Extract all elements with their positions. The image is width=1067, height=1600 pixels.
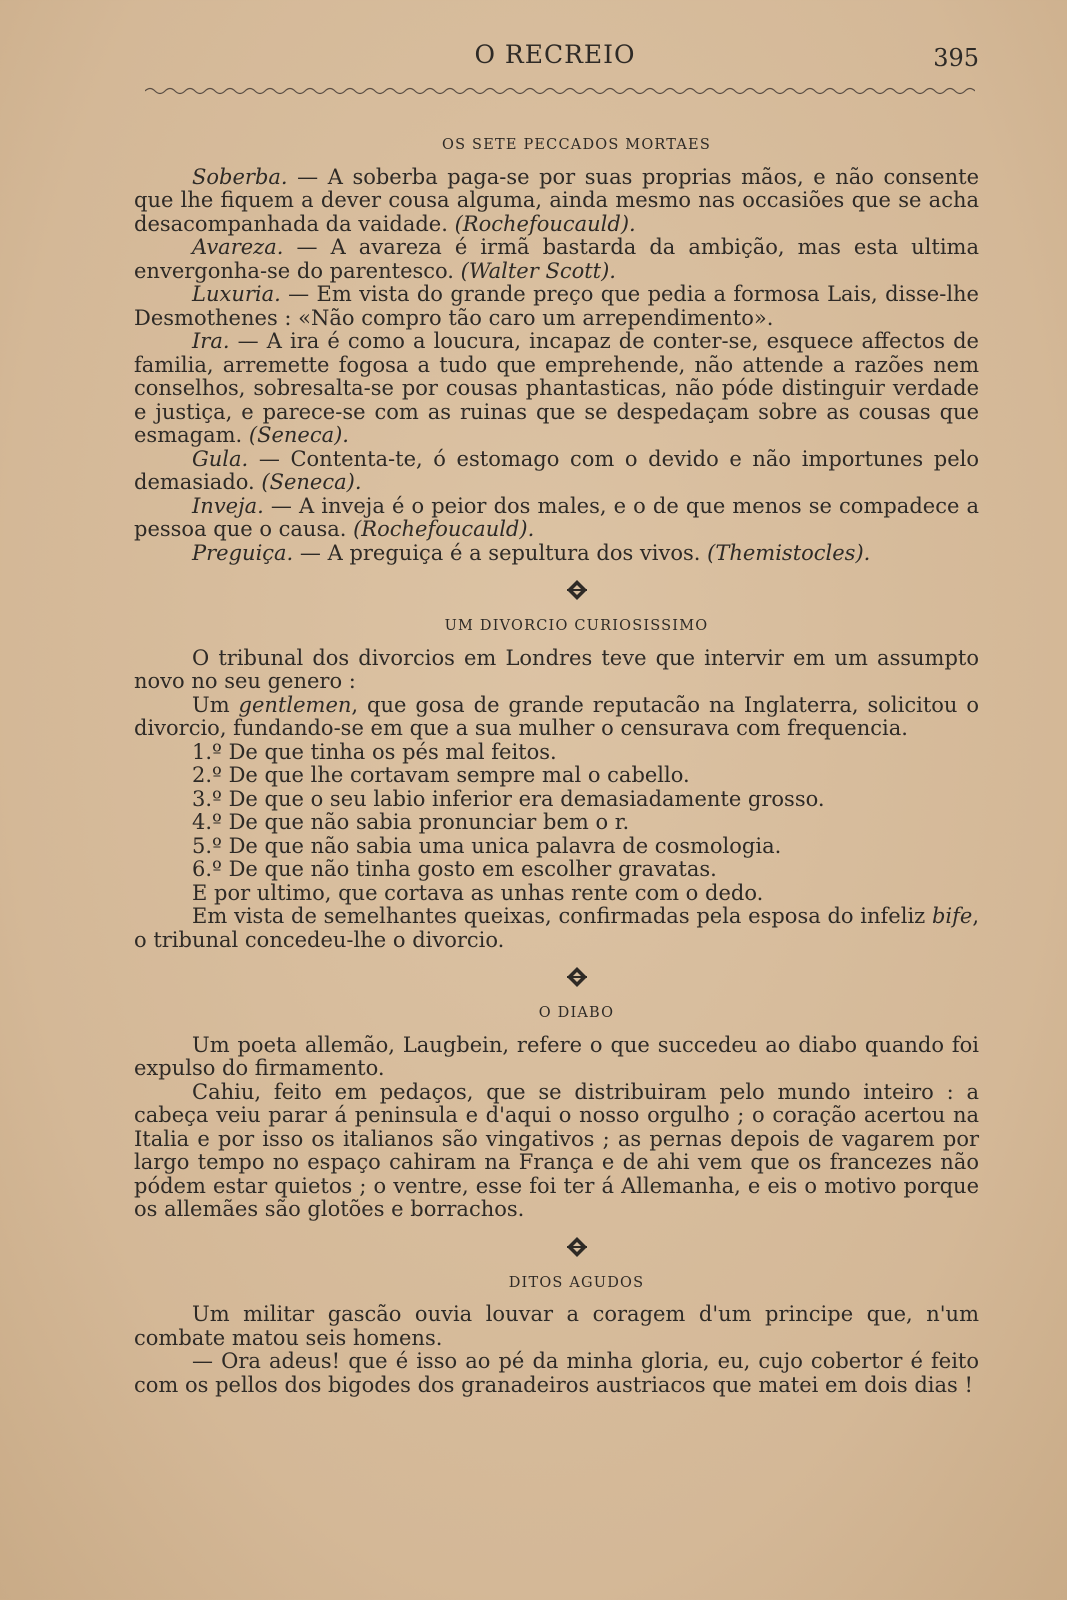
paragraph-ditos-2: — Ora adeus! que é isso ao pé da minha gloria, eu, cujo cobertor é feito com os pellos dos bigodes dos granadeiros austriacos que matei em dois dias ! (134, 1349, 979, 1397)
term-preguica: Preguiça. (192, 540, 294, 565)
paragraph-diabo-1: Um poeta allemão, Laugbein, refere o que succedeu ao diabo quando foi expulso do firmamento. (134, 1032, 979, 1080)
running-title: O RECREIO (474, 40, 636, 69)
source-avareza: (Walter Scott). (460, 258, 616, 283)
paragraph-inveja (134, 495, 979, 542)
section-title-ditos: DITOS AGUDOS (508, 1274, 645, 1291)
page-number: 395 (933, 44, 979, 72)
paragraph-ditos-1: Um militar gascão ouvia louvar a coragem d'um principe que, n'um combate matou seis homens. (134, 1302, 979, 1350)
list-item: 4.º De que não sabia pronunciar bem o r. (192, 810, 630, 834)
text-gula: — Contenta-te, ó estomago com o devido e não importunes pelo demasiado. (134, 446, 979, 494)
paragraph-divorcio-final (134, 905, 979, 952)
page-content (134, 128, 979, 1397)
text-final-italic: bife (931, 904, 973, 928)
text-luxuria: — Em vista do grande preço que pedia a formosa Lais, disse-lhe Desmothenes : «Não compro tão caro um arrependimento». (134, 282, 979, 330)
paragraph-ira (134, 330, 979, 448)
text-avareza: — A avareza é irmã bastarda da ambição, mas esta ultima envergonha-se do parentesco. (134, 235, 979, 283)
text-final-start: Em vista de semelhantes queixas, confirmadas pela esposa do infeliz (192, 904, 932, 928)
diamond-ornament-icon (134, 966, 979, 994)
text-ira: — A ira é como a loucura, incapaz de conter-se, esquece affectos de familia, arremette fogosa a tudo que emprehende, não attende a razões nem conselhos, sobresalta-se por cousas phantasticas, não póde distinguir verdade e justiça, e parece-se com as ruinas que se despedaçam sobre as cousas que esmagam. (134, 329, 979, 447)
source-gula: (Seneca). (261, 470, 362, 494)
term-avareza: Avareza. (192, 235, 284, 259)
paragraph-preguica (134, 542, 979, 566)
paragraph-luxuria (134, 283, 979, 330)
diamond-ornament-icon (134, 579, 979, 607)
section-title-peccados: OS SETE PECCADOS MORTAES (442, 137, 711, 153)
list-item: 1.º De que tinha os pés mal feitos. (192, 739, 557, 764)
diamond-ornament-icon (134, 1236, 979, 1264)
page-header (0, 40, 1067, 80)
source-soberba: (Rochefoucauld). (454, 211, 636, 236)
paragraph-soberba (134, 166, 979, 237)
term-luxuria: Luxuria. (192, 282, 281, 306)
list-item: 3.º De que o seu labio inferior era demasiadamente grosso. (192, 786, 825, 811)
list-item: 5.º De que não sabia uma unica palavra de cosmologia. (192, 833, 782, 858)
paragraph-divorcio-ultimo: E por ultimo, que cortava as unhas rente com o dedo. (192, 880, 764, 905)
paragraph-gula (134, 448, 979, 495)
list-item: 6.º De que não tinha gosto em escolher gravatas. (192, 857, 717, 881)
text-preguica: — A preguiça é a sepultura dos vivos. (293, 540, 708, 565)
paragraph-avareza (134, 236, 979, 283)
term-gula: Gula. (192, 446, 249, 471)
source-preguica: (Themistocles). (707, 540, 871, 565)
list-item: 2.º De que lhe cortavam sempre mal o cabello. (192, 763, 690, 787)
wavy-rule (145, 84, 975, 98)
text-gentlemen-italic: gentlemen (238, 692, 352, 717)
section-title-divorcio: UM DIVORCIO CURIOSISSIMO (444, 618, 709, 634)
text-inveja: — A inveja é o peior dos males, e o de que menos se compadece a pessoa que o causa. (134, 493, 979, 541)
term-inveja: Inveja. (192, 493, 264, 518)
text-soberba: — A soberba paga-se por suas proprias mãos, e não consente que lhe fiquem a dever cousa alguma, ainda mesmo nas occasiões que se acha desacompanhada da vaidade. (134, 164, 979, 236)
text-final-rest: , o tribunal concedeu-lhe o divorcio. (134, 904, 979, 952)
source-ira: (Seneca). (248, 423, 349, 447)
paragraph-diabo-2: Cahiu, feito em pedaços, que se distribuiram pelo mundo inteiro : a cabeça veiu parar á peninsula e d'aqui o nosso orgulho ; o coração acertou na Italia e por isso os italianos são vingativos ; as pernas depois de vagarem por largo tempo no espaço cahiram na França e de ahi vem que os francezes não pódem estar quietos ; o ventre, esse foi ter á Allemanha, e eis o motivo porque os allemães são glotões e borrachos. (134, 1079, 979, 1221)
text-gentlemen-rest: , que gosa de grande reputacão na Inglaterra, solicitou o divorcio, fundando-se em que a sua mulher o censurava com frequencia. (134, 692, 979, 740)
section-title-diabo: O DIABO (538, 1005, 615, 1021)
paragraph-divorcio-intro: O tribunal dos divorcios em Londres teve que intervir em um assumpto novo no seu genero : (134, 645, 979, 693)
paragraph-divorcio-gentlemen (134, 694, 979, 741)
term-soberba: Soberba. (192, 164, 288, 189)
text-gentlemen-start: Um (192, 692, 239, 717)
term-ira: Ira. (192, 329, 230, 353)
source-inveja: (Rochefoucauld). (353, 517, 535, 541)
